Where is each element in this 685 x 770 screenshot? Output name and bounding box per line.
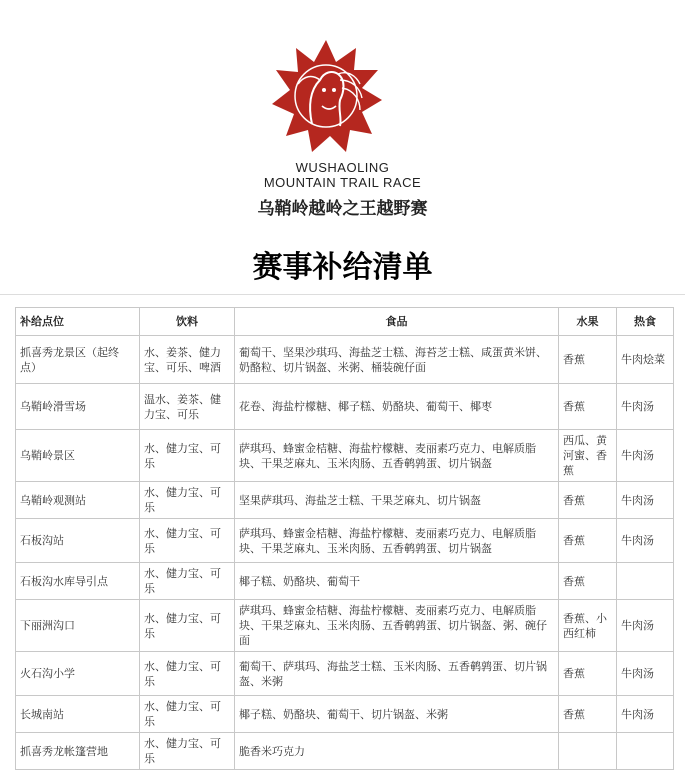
brand-line-en-2: MOUNTAIN TRAIL RACE bbox=[263, 175, 422, 190]
cell-location: 抓喜秀龙景区（起终点） bbox=[16, 336, 140, 384]
brand-line-en-1: WUSHAOLING bbox=[295, 160, 390, 175]
cell-fruit: 香蕉 bbox=[559, 482, 617, 519]
cell-hot-food: 牛肉汤 bbox=[617, 482, 674, 519]
table-row bbox=[16, 696, 674, 733]
cell-drinks: 水、姜茶、健力宝、可乐、啤酒 bbox=[140, 336, 235, 384]
table-row bbox=[16, 519, 674, 563]
cell-location: 下丽洲沟口 bbox=[16, 600, 140, 652]
table-row bbox=[16, 430, 674, 482]
cell-location: 乌鞘岭滑雪场 bbox=[16, 384, 140, 430]
race-logo bbox=[270, 40, 382, 152]
table-row bbox=[16, 600, 674, 652]
table-row bbox=[16, 563, 674, 600]
cell-food: 萨琪玛、蜂蜜金桔糖、海盐柠檬糖、麦丽素巧克力、电解质脂块、干果芝麻丸、玉米肉肠、五香鹌鹑蛋、切片锅盔、粥、碗仔面 bbox=[235, 600, 559, 652]
cell-food: 椰子糕、奶酪块、葡萄干、切片锅盔、米粥 bbox=[235, 696, 559, 733]
cell-drinks: 水、健力宝、可乐 bbox=[140, 563, 235, 600]
cell-fruit: 香蕉 bbox=[559, 563, 617, 600]
cell-drinks: 水、健力宝、可乐 bbox=[140, 430, 235, 482]
brand-line-cn: 乌鞘岭越岭之王越野赛 bbox=[257, 199, 428, 219]
cell-drinks: 水、健力宝、可乐 bbox=[140, 652, 235, 696]
cell-location: 长城南站 bbox=[16, 696, 140, 733]
supply-table bbox=[15, 307, 674, 770]
header-fruit: 水果 bbox=[559, 308, 617, 336]
cell-drinks: 温水、姜茶、健力宝、可乐 bbox=[140, 384, 235, 430]
cell-fruit bbox=[559, 733, 617, 770]
divider bbox=[0, 294, 685, 295]
cell-hot-food: 牛肉汤 bbox=[617, 696, 674, 733]
header-food: 食品 bbox=[235, 308, 559, 336]
cell-location: 火石沟小学 bbox=[16, 652, 140, 696]
header-hot-food: 热食 bbox=[617, 308, 674, 336]
cell-location: 乌鞘岭景区 bbox=[16, 430, 140, 482]
cell-location: 乌鞘岭观测站 bbox=[16, 482, 140, 519]
cell-fruit: 香蕉 bbox=[559, 336, 617, 384]
cell-drinks: 水、健力宝、可乐 bbox=[140, 600, 235, 652]
cell-fruit: 香蕉、小西红柿 bbox=[559, 600, 617, 652]
cell-fruit: 香蕉 bbox=[559, 519, 617, 563]
cell-fruit: 香蕉 bbox=[559, 384, 617, 430]
cell-location: 石板沟站 bbox=[16, 519, 140, 563]
table-row bbox=[16, 652, 674, 696]
cell-food: 椰子糕、奶酪块、葡萄干 bbox=[235, 563, 559, 600]
cell-hot-food: 牛肉汤 bbox=[617, 430, 674, 482]
header-location: 补给点位 bbox=[16, 308, 140, 336]
cell-food: 脆香米巧克力 bbox=[235, 733, 559, 770]
cell-food: 萨琪玛、蜂蜜金桔糖、海盐柠檬糖、麦丽素巧克力、电解质脂块、干果芝麻丸、玉米肉肠、五香鹌鹑蛋、切片锅盔 bbox=[235, 430, 559, 482]
header-drinks: 饮料 bbox=[140, 308, 235, 336]
cell-hot-food bbox=[617, 563, 674, 600]
cell-hot-food: 牛肉汤 bbox=[617, 600, 674, 652]
page-title: 赛事补给清单 bbox=[252, 250, 433, 285]
cell-food: 萨琪玛、蜂蜜金桔糖、海盐柠檬糖、麦丽素巧克力、电解质脂块、干果芝麻丸、玉米肉肠、五香鹌鹑蛋、切片锅盔 bbox=[235, 519, 559, 563]
cell-hot-food: 牛肉烩菜 bbox=[617, 336, 674, 384]
cell-hot-food: 牛肉汤 bbox=[617, 652, 674, 696]
cell-drinks: 水、健力宝、可乐 bbox=[140, 482, 235, 519]
table-row bbox=[16, 482, 674, 519]
cell-fruit: 香蕉 bbox=[559, 696, 617, 733]
cell-hot-food: 牛肉汤 bbox=[617, 519, 674, 563]
cell-drinks: 水、健力宝、可乐 bbox=[140, 519, 235, 563]
cell-food: 花卷、海盐柠檬糖、椰子糕、奶酪块、葡萄干、椰枣 bbox=[235, 384, 559, 430]
cell-fruit: 香蕉 bbox=[559, 652, 617, 696]
cell-location: 石板沟水库导引点 bbox=[16, 563, 140, 600]
cell-drinks: 水、健力宝、可乐 bbox=[140, 733, 235, 770]
table-row bbox=[16, 336, 674, 384]
cell-food: 葡萄干、萨琪玛、海盐芝士糕、玉米肉肠、五香鹌鹑蛋、切片锅盔、米粥 bbox=[235, 652, 559, 696]
table-header-row bbox=[16, 308, 674, 336]
cell-location: 抓喜秀龙帐篷营地 bbox=[16, 733, 140, 770]
cell-fruit: 西瓜、黄河蜜、香蕉 bbox=[559, 430, 617, 482]
cell-hot-food bbox=[617, 733, 674, 770]
table-row bbox=[16, 733, 674, 770]
cell-food: 坚果萨琪玛、海盐芝士糕、干果芝麻丸、切片锅盔 bbox=[235, 482, 559, 519]
table-row bbox=[16, 384, 674, 430]
cell-hot-food: 牛肉汤 bbox=[617, 384, 674, 430]
cell-food: 葡萄干、坚果沙琪玛、海盐芝士糕、海苔芝士糕、咸蛋黄米饼、奶酪粒、切片锅盔、米粥、桶装碗仔面 bbox=[235, 336, 559, 384]
cell-drinks: 水、健力宝、可乐 bbox=[140, 696, 235, 733]
